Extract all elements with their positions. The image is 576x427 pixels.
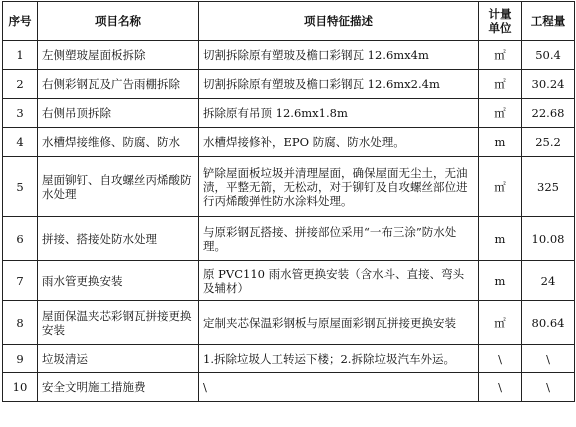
- table-row: [3, 373, 575, 402]
- row-unit: \: [479, 345, 522, 373]
- row-no: 10: [3, 373, 38, 402]
- header-name: 项目名称: [38, 2, 199, 41]
- row-name: 雨水管更换安装: [38, 261, 199, 301]
- row-desc: 拆除原有吊顶 12.6mx1.8m: [199, 99, 479, 128]
- row-name: 屋面保温夹芯彩钢瓦拼接更换安装: [38, 301, 199, 345]
- row-qty: 24: [522, 261, 575, 301]
- row-unit: m: [479, 217, 522, 261]
- table-row: [3, 301, 575, 345]
- row-desc: 与原彩钢瓦搭接、拼接部位采用“一布三涂”防水处理。: [199, 217, 479, 261]
- table-row: [3, 345, 575, 373]
- row-qty: 25.2: [522, 128, 575, 157]
- row-qty: 50.4: [522, 41, 575, 70]
- row-name: 垃圾清运: [38, 345, 199, 373]
- row-desc: \: [199, 373, 479, 402]
- row-no: 3: [3, 99, 38, 128]
- row-desc: 原 PVC110 雨水管更换安装（含水斗、直接、弯头及辅材）: [199, 261, 479, 301]
- table-row: [3, 99, 575, 128]
- row-qty: 325: [522, 157, 575, 217]
- row-name: 水槽焊接维修、防腐、防水: [38, 128, 199, 157]
- row-desc: 1.拆除垃圾人工转运下楼；2.拆除垃圾汽车外运。: [199, 345, 479, 373]
- row-unit: ㎡: [479, 99, 522, 128]
- row-unit: ㎡: [479, 70, 522, 99]
- row-no: 5: [3, 157, 38, 217]
- header-desc: 项目特征描述: [199, 2, 479, 41]
- header-no: 序号: [3, 2, 38, 41]
- row-no: 8: [3, 301, 38, 345]
- row-qty: 30.24: [522, 70, 575, 99]
- row-name: 左侧塑玻屋面板拆除: [38, 41, 199, 70]
- row-name: 安全文明施工措施费: [38, 373, 199, 402]
- header-qty: 工程量: [522, 2, 575, 41]
- row-qty: 80.64: [522, 301, 575, 345]
- row-desc: 切割拆除原有塑玻及檐口彩钢瓦 12.6mx4m: [199, 41, 479, 70]
- row-no: 9: [3, 345, 38, 373]
- header-unit: 计量单位: [479, 2, 522, 41]
- row-qty: 22.68: [522, 99, 575, 128]
- row-no: 1: [3, 41, 38, 70]
- row-desc: 水槽焊接修补，EPO 防腐、防水处理。: [199, 128, 479, 157]
- row-no: 2: [3, 70, 38, 99]
- header-row: [3, 2, 575, 41]
- table-row: [3, 261, 575, 301]
- row-desc: 定制夹芯保温彩钢板与原屋面彩钢瓦拼接更换安装: [199, 301, 479, 345]
- row-unit: m: [479, 128, 522, 157]
- row-unit: ㎡: [479, 41, 522, 70]
- row-qty: 10.08: [522, 217, 575, 261]
- row-unit: m: [479, 261, 522, 301]
- row-unit: \: [479, 373, 522, 402]
- row-desc: 切割拆除原有塑玻及檐口彩钢瓦 12.6mx2.4m: [199, 70, 479, 99]
- row-unit: ㎡: [479, 301, 522, 345]
- row-no: 6: [3, 217, 38, 261]
- table-row: [3, 41, 575, 70]
- row-desc: 铲除屋面板垃圾并清理屋面，确保屋面无尘土，无油渍，平整无箭，无松动，对于铆钉及自攻螺丝部位进行丙烯酸弹性防水涂料处理。: [199, 157, 479, 217]
- table-row: [3, 128, 575, 157]
- table-row: [3, 217, 575, 261]
- table-row: [3, 70, 575, 99]
- row-qty: \: [522, 373, 575, 402]
- row-no: 4: [3, 128, 38, 157]
- row-qty: \: [522, 345, 575, 373]
- table-row: [3, 157, 575, 217]
- row-no: 7: [3, 261, 38, 301]
- row-unit: ㎡: [479, 157, 522, 217]
- row-name: 拼接、搭接处防水处理: [38, 217, 199, 261]
- row-name: 屋面铆钉、自攻螺丝丙烯酸防水处理: [38, 157, 199, 217]
- row-name: 右侧彩钢瓦及广告雨棚拆除: [38, 70, 199, 99]
- bill-of-quantities-table: [2, 1, 575, 402]
- row-name: 右侧吊顶拆除: [38, 99, 199, 128]
